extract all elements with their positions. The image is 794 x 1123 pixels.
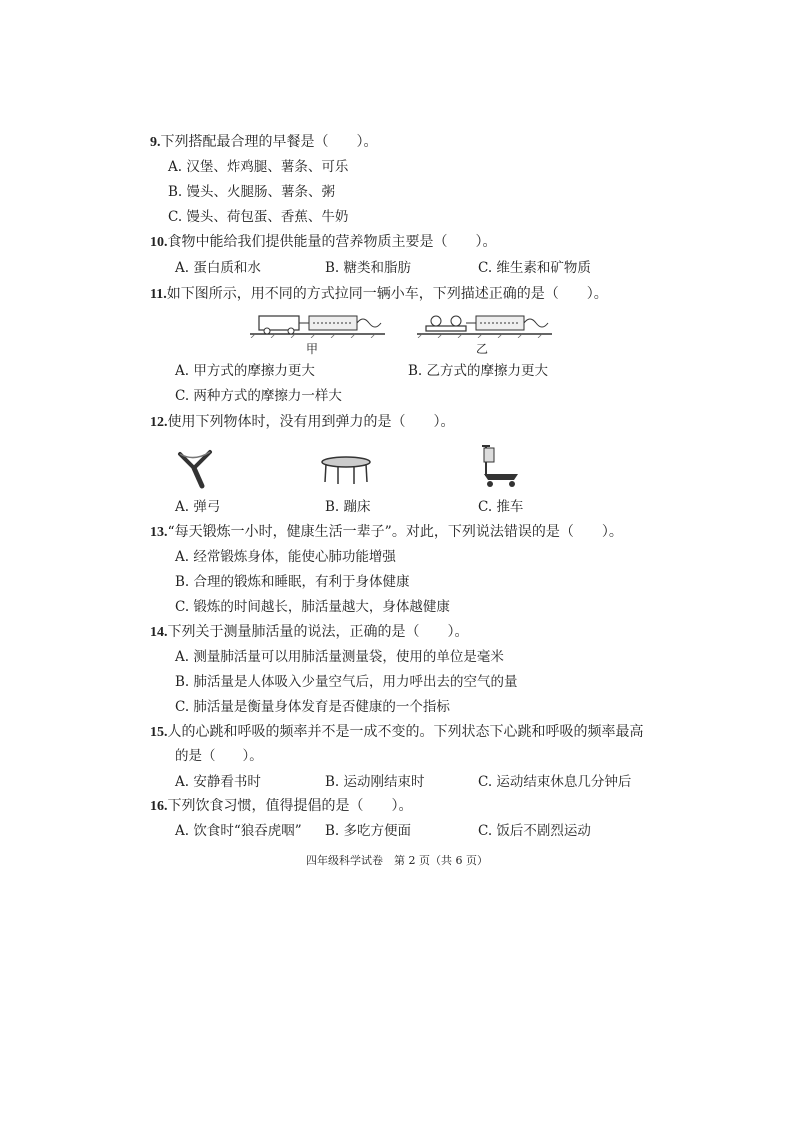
option-c: C. 馒头、荷包蛋、香蕉、牛奶 <box>168 209 349 225</box>
question-stem: 使用下列物体时，没有用到弹力的是（ ）。 <box>167 414 455 430</box>
question-13 <box>150 522 623 543</box>
trampoline-image <box>320 452 372 486</box>
question-number: 14. <box>150 625 168 640</box>
option-a: A. 弹弓 <box>175 499 221 515</box>
question-number: 10. <box>150 235 168 250</box>
question-number: 11. <box>150 287 167 302</box>
page-footer: 四年级科学试卷 第 2 页（共 6 页） <box>306 854 488 867</box>
option-c: C. 运动结束休息几分钟后 <box>478 774 632 790</box>
option-b: B. 蹦床 <box>325 499 371 515</box>
option-b: B. 肺活量是人体吸入少量空气后，用力呼出去的空气的量 <box>175 674 518 690</box>
option-b: B. 多吃方便面 <box>325 823 412 839</box>
push-cart-image <box>478 442 522 490</box>
question-number: 15. <box>150 725 168 740</box>
option-c: C. 推车 <box>478 499 524 515</box>
question-14 <box>150 622 469 643</box>
option-a: A. 经常锻炼身体，能使心肺功能增强 <box>175 549 396 565</box>
option-c: C. 维生素和矿物质 <box>478 260 591 276</box>
option-a: A. 甲方式的摩擦力更大 <box>175 363 315 379</box>
option-b: B. 合理的锻炼和睡眠，有利于身体健康 <box>175 574 410 590</box>
option-a: A. 蛋白质和水 <box>175 260 261 276</box>
question-stem: 下列饮食习惯，值得提倡的是（ ）。 <box>167 798 413 814</box>
question-stem: 下列搭配最合理的早餐是（ ）。 <box>160 134 378 150</box>
question-stem: “每天锻炼一小时，健康生活一辈子”。对此，下列说法错误的是（ ）。 <box>167 524 623 540</box>
option-a: A. 测量肺活量可以用肺活量测量袋，使用的单位是毫米 <box>175 649 504 665</box>
option-a: A. 饮食时“狼吞虎咽” <box>175 823 302 839</box>
question-stem-continued: 的是（ ）。 <box>175 748 263 764</box>
option-b: B. 糖类和脂肪 <box>325 260 412 276</box>
figure-label-jia: 甲 <box>306 342 319 356</box>
question-9 <box>150 132 378 153</box>
option-b: B. 馒头、火腿肠、薯条、粥 <box>168 184 336 200</box>
figure-label-yi: 乙 <box>476 342 489 356</box>
option-b: B. 运动刚结束时 <box>325 774 425 790</box>
cart-figure-jia <box>245 306 390 338</box>
question-number: 13. <box>150 525 168 540</box>
slingshot-image <box>174 446 222 490</box>
question-15 <box>150 722 644 743</box>
question-number: 16. <box>150 799 168 814</box>
option-c: C. 饭后不剧烈运动 <box>478 823 591 839</box>
question-stem: 下列关于测量肺活量的说法，正确的是（ ）。 <box>167 624 469 640</box>
option-c: C. 肺活量是衡量身体发育是否健康的一个指标 <box>175 699 450 715</box>
question-11 <box>150 284 608 305</box>
question-number: 12. <box>150 415 168 430</box>
question-10 <box>150 232 497 253</box>
question-stem: 人的心跳和呼吸的频率并不是一成不变的。下列状态下心跳和呼吸的频率最高 <box>167 724 644 740</box>
question-stem: 食物中能给我们提供能量的营养物质主要是（ ）。 <box>167 234 497 250</box>
question-16 <box>150 796 413 817</box>
option-a: A. 汉堡、炸鸡腿、薯条、可乐 <box>168 159 349 175</box>
question-stem: 如下图所示，用不同的方式拉同一辆小车，下列描述正确的是（ ）。 <box>166 286 608 302</box>
option-c: C. 两种方式的摩擦力一样大 <box>175 388 342 404</box>
question-12 <box>150 412 455 433</box>
option-b: B. 乙方式的摩擦力更大 <box>408 363 549 379</box>
cart-figure-yi <box>412 306 557 338</box>
option-c: C. 锻炼的时间越长，肺活量越大，身体越健康 <box>175 599 450 615</box>
option-a: A. 安静看书时 <box>175 774 261 790</box>
question-number: 9. <box>150 135 161 150</box>
